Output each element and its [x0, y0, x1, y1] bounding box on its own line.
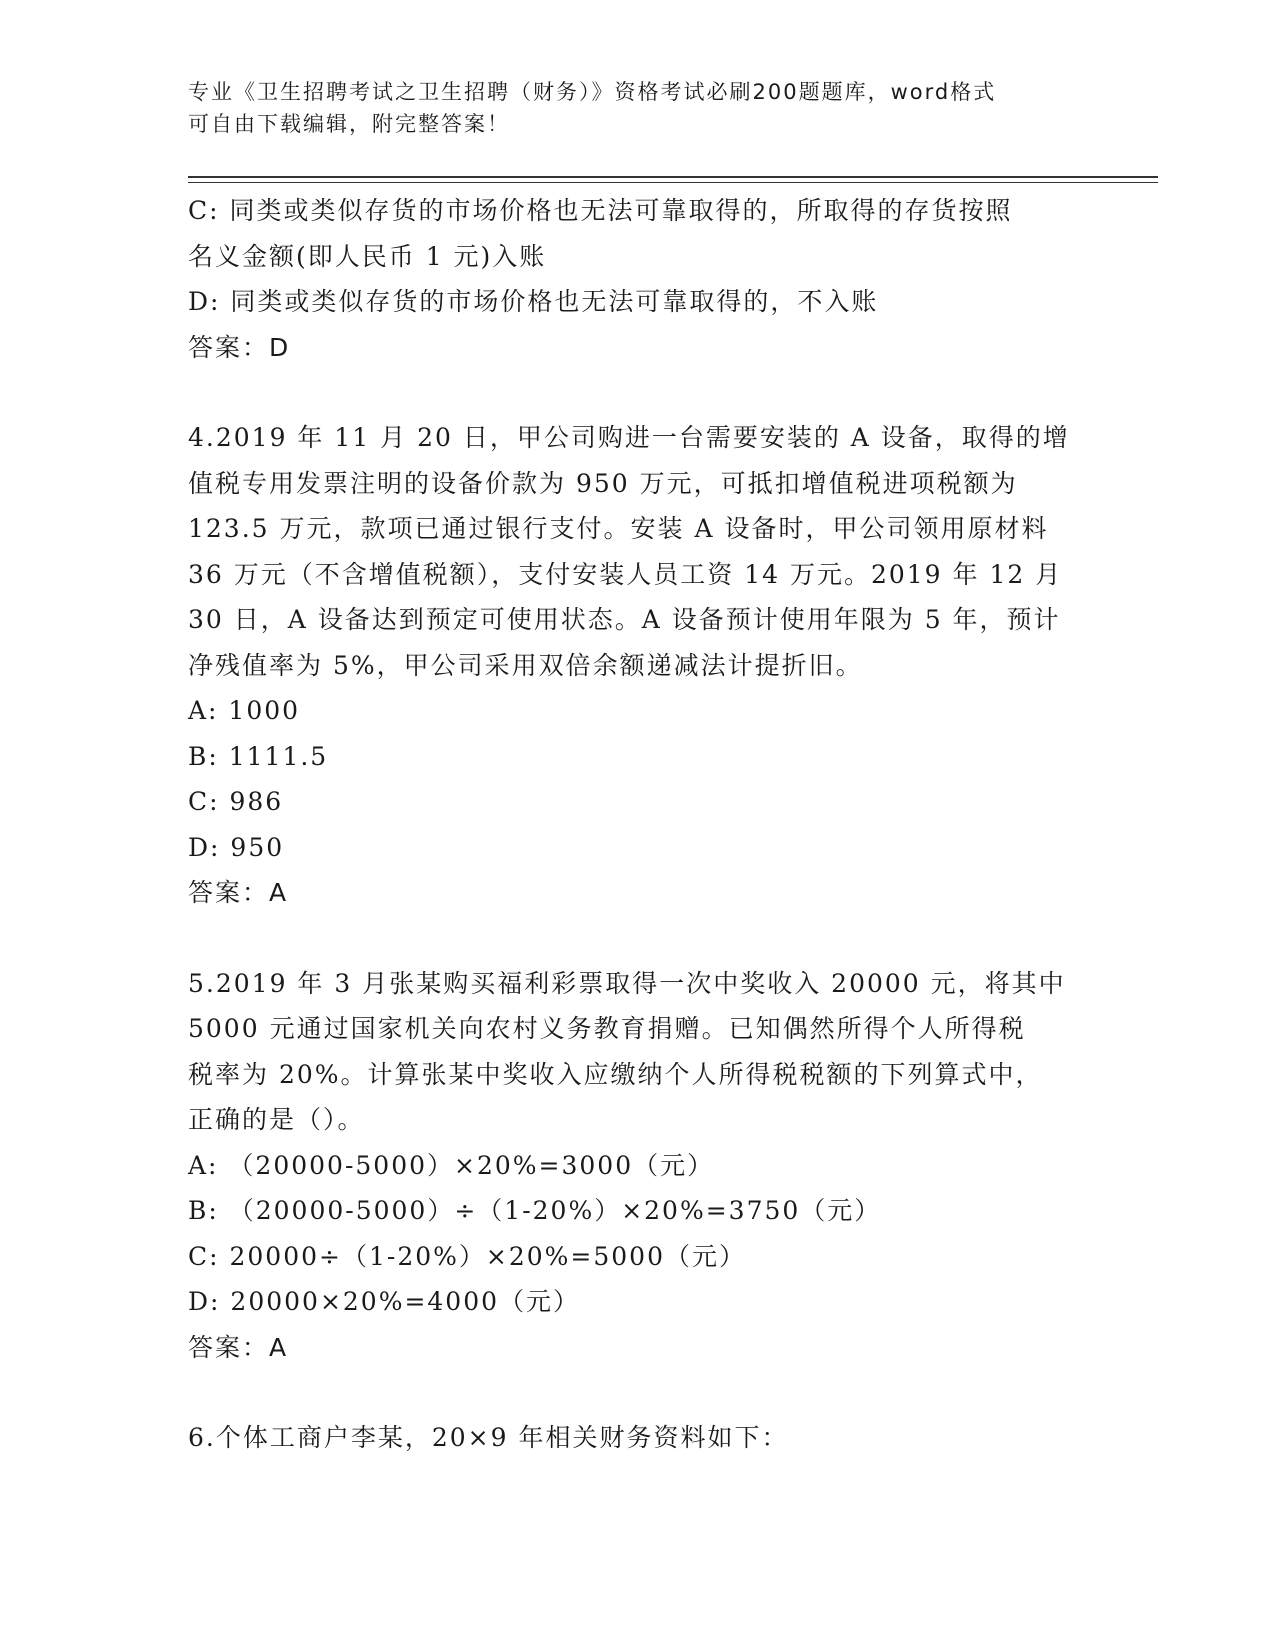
- document-header: [188, 76, 1068, 140]
- q5-option-a: A: （20000-5000）×20%=3000（元）: [188, 1150, 715, 1180]
- q5-stem-line: 5000 元通过国家机关向农村义务教育捐赠。已知偶然所得个人所得税: [188, 1014, 1026, 1043]
- q4-stem-line: 36 万元（不含增值税额），支付安装人员工资 14 万元。2019 年 12 月: [188, 559, 1063, 589]
- document-body: [188, 188, 1088, 1461]
- q4-option-d: D: 950: [188, 832, 285, 862]
- q4-stem-line: 123.5 万元，款项已通过银行支付。安装 A 设备时，甲公司领用原材料: [188, 514, 1049, 543]
- q4-option-b: B: 1111.5: [188, 741, 329, 771]
- header-rule-thick: [188, 176, 1158, 178]
- q4-stem-line: 4.2019 年 11 月 20 日，甲公司购进一台需要安装的 A 设备，取得的增: [188, 423, 1070, 452]
- q4-option-c: C: 986: [188, 787, 284, 816]
- question-4: [188, 415, 1088, 916]
- q4-answer: 答案：A: [188, 878, 289, 907]
- q4-stem-line: 净残值率为 5%，甲公司采用双倍余额递减法计提折旧。: [188, 650, 863, 680]
- header-line-1: 专业《卫生招聘考试之卫生招聘（财务）》资格考试必刷200题题库，word格式: [188, 80, 997, 104]
- question-6: [188, 1415, 1088, 1461]
- q5-option-c: C: 20000÷（1-20%）×20%=5000（元）: [188, 1241, 746, 1271]
- q5-stem-line: 5.2019 年 3 月张某购买福利彩票取得一次中奖收入 20000 元，将其中: [188, 968, 1066, 998]
- question-5: [188, 961, 1088, 1371]
- header-rule-thin: [188, 182, 1158, 183]
- spacer: [188, 1370, 1088, 1415]
- q3-option-c-line-2: 名义金额(即人民币 1 元)入账: [188, 241, 547, 271]
- spacer: [188, 916, 1088, 961]
- q5-option-b: B: （20000-5000）÷（1-20%）×20%=3750（元）: [188, 1196, 882, 1225]
- spacer: [188, 370, 1088, 415]
- q5-stem-line: 税率为 20%。计算张某中奖收入应缴纳个人所得税税额的下列算式中，: [188, 1059, 1043, 1089]
- q5-option-d: D: 20000×20%=4000（元）: [188, 1287, 581, 1316]
- q3-option-c-line-1: C: 同类或类似存货的市场价格也无法可靠取得的，所取得的存货按照: [188, 196, 1013, 225]
- q3-answer: 答案：D: [188, 332, 291, 362]
- question-3-tail: [188, 188, 1088, 370]
- q4-option-a: A: 1000: [188, 696, 301, 725]
- header-line-2: 可自由下载编辑，附完整答案！: [188, 112, 510, 136]
- q3-option-d: D: 同类或类似存货的市场价格也无法可靠取得的，不入账: [188, 287, 879, 316]
- q4-stem-line: 30 日，A 设备达到预定可使用状态。A 设备预计使用年限为 5 年，预计: [188, 605, 1061, 634]
- q5-stem-line: 正确的是（）。: [188, 1105, 365, 1134]
- q6-stem: 6.个体工商户李某，20×9 年相关财务资料如下：: [188, 1423, 789, 1452]
- q5-answer: 答案：A: [188, 1332, 289, 1362]
- q4-stem-line: 值税专用发票注明的设备价款为 950 万元，可抵扣增值税进项税额为: [188, 468, 1018, 498]
